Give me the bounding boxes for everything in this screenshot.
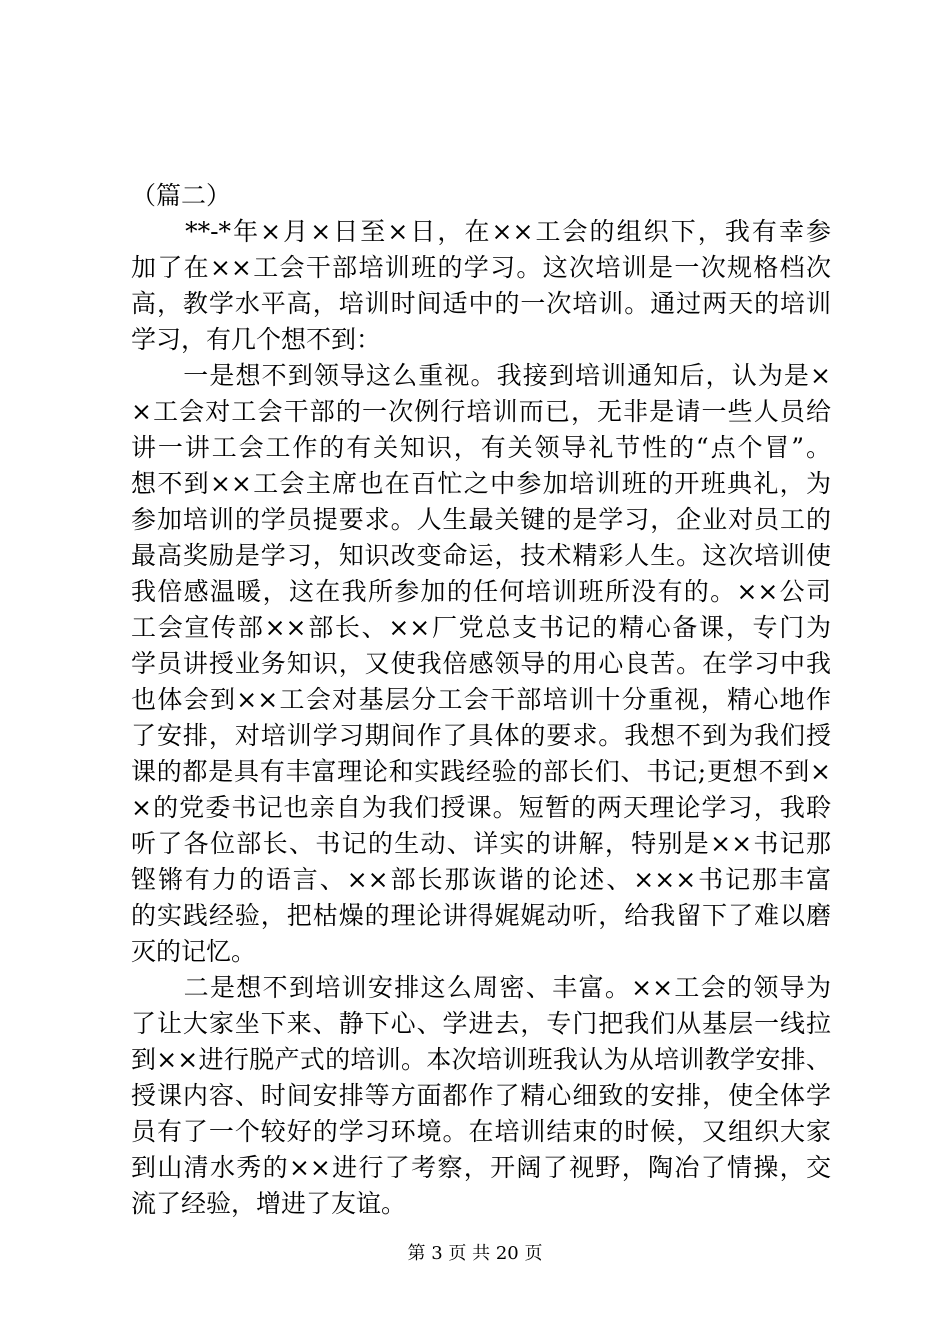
- paragraph-line: 讲一讲工会工作的有关知识，有关领导礼节性的“点个冒”。: [131, 433, 831, 462]
- paragraph-line: ×工会对工会干部的一次例行培训而已，无非是请一些人员给: [131, 397, 831, 426]
- paragraph-line: 加了在××工会干部培训班的学习。这次培训是一次规格档次: [131, 253, 831, 282]
- paragraph-line: 学习，有几个想不到：: [131, 325, 382, 354]
- paragraph-line: 二是想不到培训安排这么周密、丰富。××工会的领导为: [131, 973, 831, 1002]
- paragraph-line: 最高奖励是学习，知识改变命运，技术精彩人生。这次培训使: [131, 541, 831, 570]
- paragraph-line: 学员讲授业务知识，又使我倍感领导的用心良苦。在学习中我: [131, 649, 831, 678]
- paragraph-line: 参加培训的学员提要求。人生最关键的是学习，企业对员工的: [131, 505, 831, 534]
- section-heading: （篇二）: [131, 181, 232, 210]
- paragraph-line: 流了经验，增进了友谊。: [131, 1189, 407, 1218]
- paragraph-line: 的实践经验，把枯燥的理论讲得娓娓动听，给我留下了难以磨: [131, 901, 831, 930]
- paragraph-line: 员有了一个较好的学习环境。在培训结束的时候，又组织大家: [131, 1117, 831, 1146]
- paragraph-line: 授课内容、时间安排等方面都作了精心细致的安排，使全体学: [131, 1081, 831, 1110]
- page-footer: 第 3 页 共 20 页: [407, 1243, 543, 1264]
- paragraph-line: 高，教学水平高，培训时间适中的一次培训。通过两天的培训: [131, 289, 831, 318]
- paragraph-line: **-*年×月×日至×日，在××工会的组织下，我有幸参: [131, 217, 831, 246]
- paragraph-line: 到山清水秀的××进行了考察，开阔了视野，陶冶了情操，交: [131, 1153, 831, 1182]
- paragraph-line: 听了各位部长、书记的生动、详实的讲解，特别是××书记那: [131, 829, 831, 858]
- paragraph-line: 也体会到××工会对基层分工会干部培训十分重视，精心地作: [131, 685, 831, 714]
- paragraph-line: 想不到××工会主席也在百忙之中参加培训班的开班典礼，为: [131, 469, 831, 498]
- paragraph-line: ×的党委书记也亲自为我们授课。短暂的两天理论学习，我聆: [131, 793, 831, 822]
- paragraph-line: 到××进行脱产式的培训。本次培训班我认为从培训教学安排、: [131, 1045, 831, 1074]
- paragraph-line: 灭的记忆。: [131, 937, 257, 966]
- paragraph-line: 工会宣传部××部长、××厂党总支书记的精心备课，专门为: [131, 613, 831, 642]
- paragraph-line: 我倍感温暖，这在我所参加的任何培训班所没有的。××公司: [131, 577, 831, 606]
- paragraph-line: 铿锵有力的语言、××部长那诙谐的论述、×××书记那丰富: [131, 865, 831, 894]
- paragraph-line: 课的都是具有丰富理论和实践经验的部长们、书记;更想不到×: [131, 757, 831, 786]
- paragraph-line: 了安排，对培训学习期间作了具体的要求。我想不到为我们授: [131, 721, 831, 750]
- paragraph-line: 一是想不到领导这么重视。我接到培训通知后，认为是×: [131, 361, 831, 390]
- paragraph-line: 了让大家坐下来、静下心、学进去，专门把我们从基层一线拉: [131, 1009, 831, 1038]
